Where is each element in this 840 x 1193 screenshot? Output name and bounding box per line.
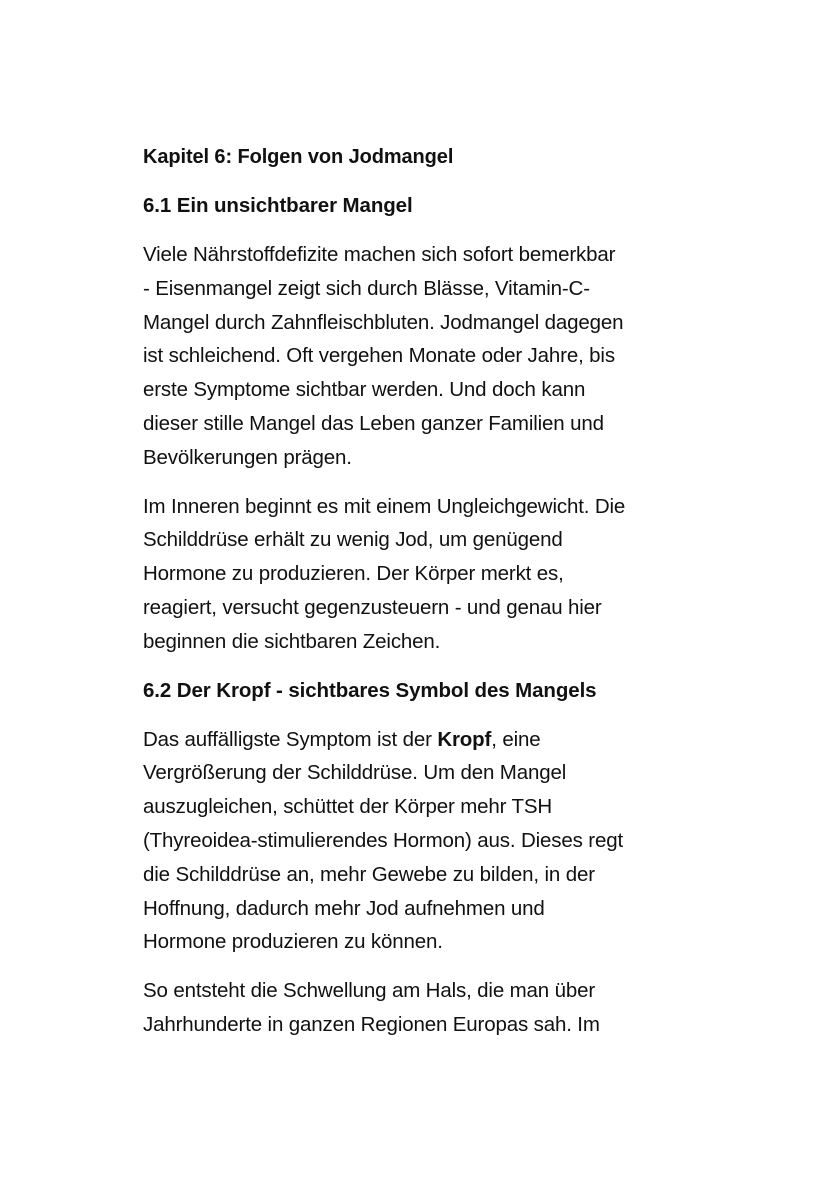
text-line: erste Symptome sichtbar werden. Und doch kann [143, 378, 586, 402]
paragraph [143, 238, 713, 475]
section-6-1 [143, 189, 713, 659]
text-line: - Eisenmangel zeigt sich durch Blässe, Vitamin-C- [143, 276, 590, 300]
section-title: 6.1 Ein unsichtbarer Mangel [143, 194, 413, 217]
text-line: die Schilddrüse an, mehr Gewebe zu bilden, in der [143, 862, 595, 886]
text-line: Hormone zu produzieren. Der Körper merkt es, [143, 562, 564, 586]
text-line: ist schleichend. Oft vergehen Monate oder Jahre, bis [143, 344, 615, 368]
text-line: Im Inneren beginnt es mit einem Ungleichgewicht. Die [143, 494, 626, 518]
paragraph [143, 974, 713, 1042]
text-line: reagiert, versucht gegenzusteuern - und genau hier [143, 595, 602, 619]
text-line: Mangel durch Zahnfleischbluten. Jodmangel dagegen [143, 310, 624, 334]
text-line: Vergrößerung der Schilddrüse. Um den Mangel [143, 761, 567, 785]
text-line: Jahrhunderte in ganzen Regionen Europas sah. Im [143, 1012, 600, 1036]
text-line: Bevölkerungen prägen. [143, 445, 352, 469]
text-line: Hoffnung, dadurch mehr Jod aufnehmen und [143, 896, 545, 920]
paragraph [143, 490, 713, 659]
section-title: 6.2 Der Kropf - sichtbares Symbol des Mangels [143, 678, 597, 702]
text-line: So entsteht die Schwellung am Hals, die man über [143, 979, 596, 1003]
text-line: Viele Nährstoffdefizite machen sich sofort bemerkbar [143, 243, 616, 266]
text-segment: Das auffälligste Symptom ist der [143, 727, 438, 751]
text-segment: , eine [491, 727, 541, 751]
text-line [143, 723, 713, 757]
text-line: Hormone produzieren zu können. [143, 930, 443, 954]
text-line: (Thyreoidea-stimulierendes Hormon) aus. Dieses regt [143, 828, 623, 852]
document-page [143, 140, 713, 1057]
section-6-2 [143, 674, 713, 1042]
chapter-title: Kapitel 6: Folgen von Jodmangel [143, 146, 454, 168]
text-line: beginnen die sichtbaren Zeichen. [143, 629, 441, 653]
text-line: Schilddrüse erhält zu wenig Jod, um genügend [143, 528, 563, 552]
paragraph [143, 723, 713, 960]
bold-term: Kropf [437, 727, 492, 751]
text-line: dieser stille Mangel das Leben ganzer Familien und [143, 411, 604, 435]
text-line: auszugleichen, schüttet der Körper mehr TSH [143, 795, 553, 819]
